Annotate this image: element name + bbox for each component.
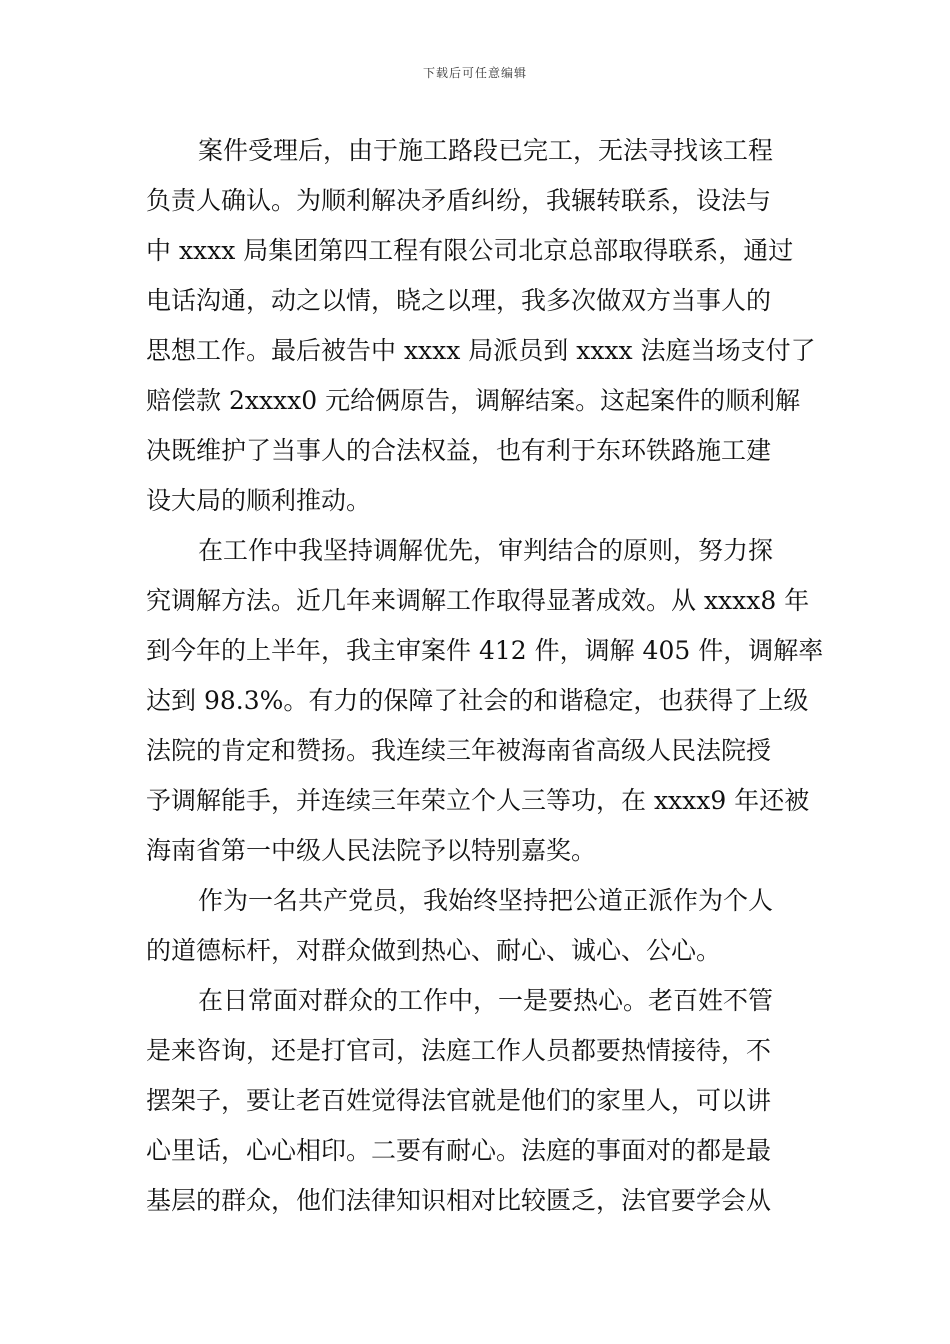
text-line: 予调解能手，并连续三年荣立个人三等功，在 xxxx9 年还被 [146, 786, 810, 815]
text-line: 决既维护了当事人的合法权益，也有利于东环铁路施工建 [146, 436, 772, 465]
text-line: 法院的肯定和赞扬。我连续三年被海南省高级人民法院授 [146, 736, 772, 765]
text-line: 负责人确认。为顺利解决矛盾纠纷，我辗转联系，设法与 [146, 186, 772, 215]
text-line: 到今年的上半年，我主审案件 412 件，调解 405 件，调解率 [146, 636, 824, 665]
text-line: 在工作中我坚持调解优先，审判结合的原则，努力探 [198, 536, 774, 565]
text-line: 是来咨询，还是打官司，法庭工作人员都要热情接待，不 [146, 1036, 772, 1065]
text-line: 究调解方法。近几年来调解工作取得显著成效。从 xxxx8 年 [146, 586, 810, 615]
text-line: 电话沟通，动之以情，晓之以理，我多次做双方当事人的 [146, 286, 772, 315]
text-line: 达到 98.3%。有力的保障了社会的和谐稳定，也获得了上级 [146, 686, 809, 715]
text-line: 基层的群众，他们法律知识相对比较匮乏，法官要学会从 [146, 1186, 772, 1215]
text-line: 中 xxxx 局集团第四工程有限公司北京总部取得联系，通过 [146, 236, 794, 265]
text-line: 案件受理后，由于施工路段已完工，无法寻找该工程 [198, 136, 774, 165]
text-line: 赔偿款 2xxxx0 元给俩原告，调解结案。这起案件的顺利解 [146, 386, 801, 415]
header-note: 下载后可任意编辑 [422, 66, 527, 80]
text-line: 设大局的顺利推动。 [146, 486, 372, 515]
text-line: 在日常面对群众的工作中，一是要热心。老百姓不管 [198, 986, 774, 1015]
text-line: 心里话，心心相印。二要有耐心。法庭的事面对的都是最 [146, 1136, 772, 1165]
text-line: 海南省第一中级人民法院予以特别嘉奖。 [146, 836, 597, 865]
text-line: 作为一名共产党员，我始终坚持把公道正派作为个人 [198, 886, 774, 915]
text-line: 摆架子，要让老百姓觉得法官就是他们的家里人，可以讲 [146, 1086, 772, 1115]
text-line: 的道德标杆，对群众做到热心、耐心、诚心、公心。 [146, 936, 722, 965]
document-body [146, 126, 824, 1226]
text-line: 思想工作。最后被告中 xxxx 局派员到 xxxx 法庭当场支付了 [146, 336, 816, 365]
